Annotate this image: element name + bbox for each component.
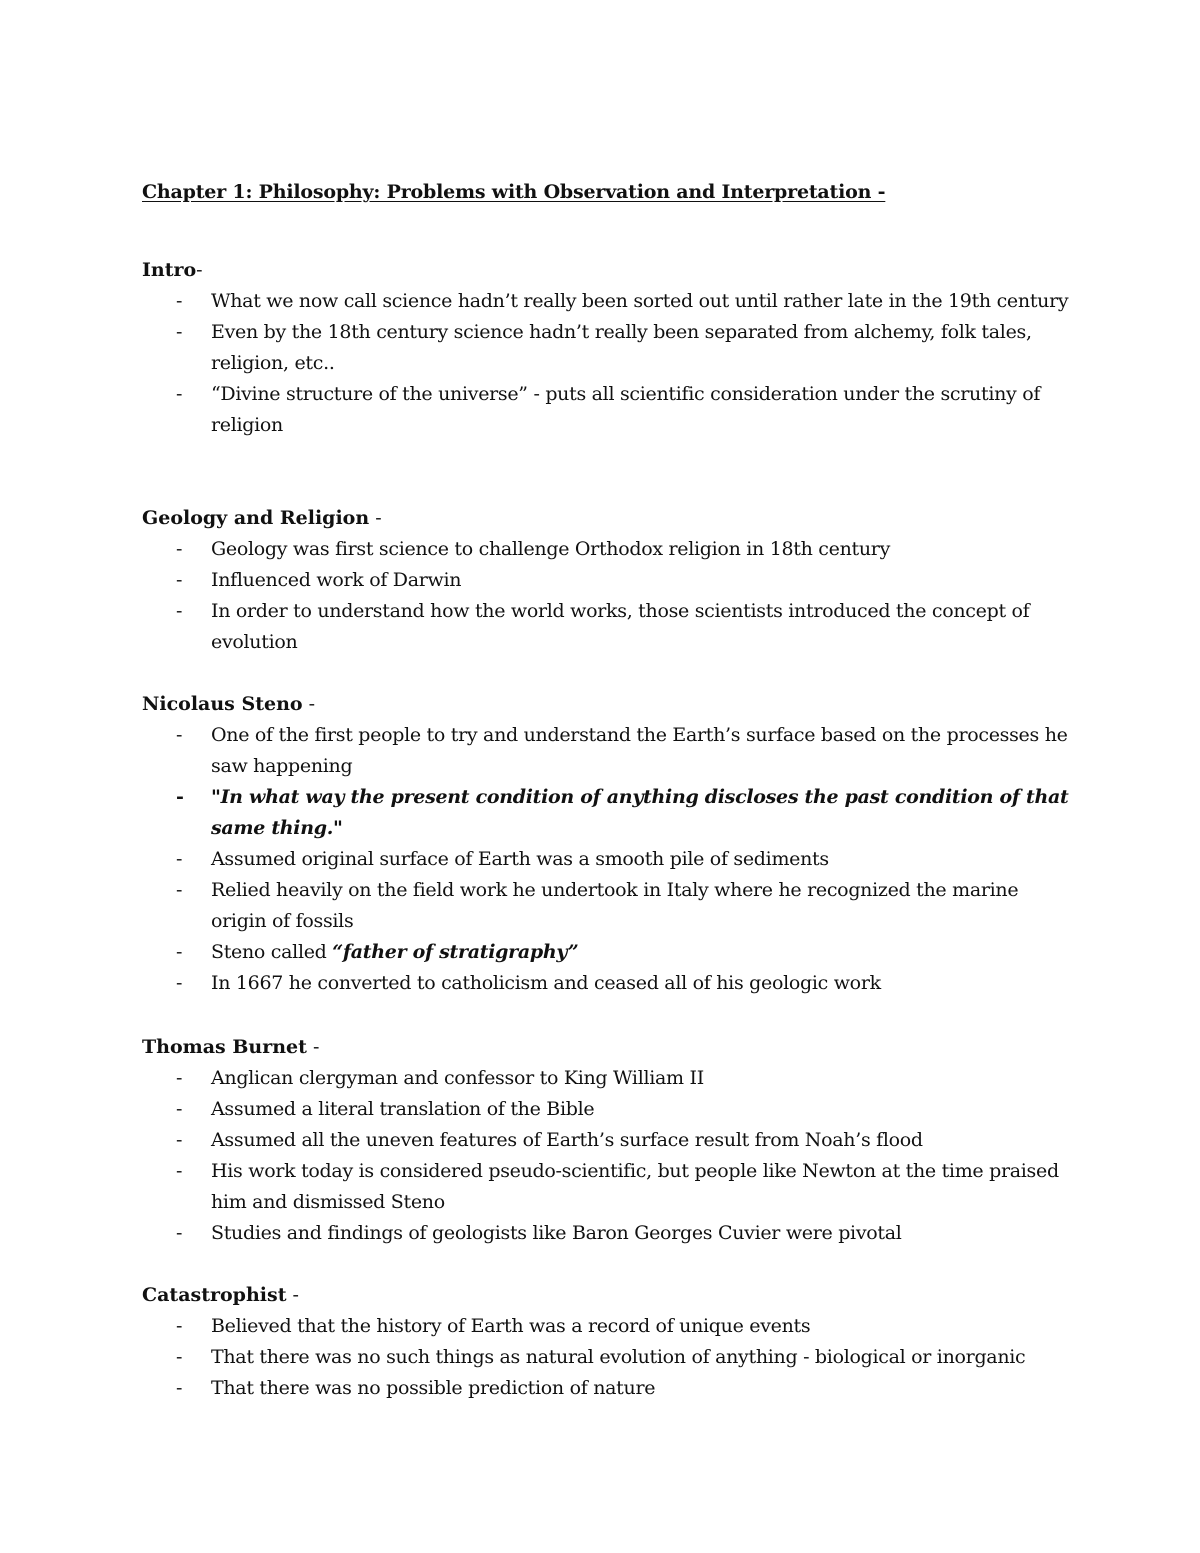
bullet-dash: - [176,321,183,343]
list-item [142,534,1072,565]
bullet-dash: - [176,1346,183,1368]
section-heading-label: Catastrophist [142,1284,287,1306]
list-item [142,379,1072,441]
list-item-text: Assumed original surface of Earth was a smooth pile of sediments [211,848,829,870]
bullet-dash: - [176,972,183,994]
list-item-text: Studies and findings of geologists like Baron Georges Cuvier were pivotal [211,1222,902,1244]
section-heading-label: Geology and Religion [142,507,370,529]
list-item-text: That there was no such things as natural evolution of anything - biological or inorganic [211,1346,1026,1368]
section-heading-suffix: - [302,693,316,715]
list-item [142,1125,1072,1156]
list-item [142,317,1072,379]
list-item-text: Anglican clergyman and confessor to King William II [211,1067,704,1089]
bullet-dash: - [176,724,183,746]
list-item-text: In 1667 he converted to catholicism and ceased all of his geologic work [211,972,881,994]
list-item [142,875,1072,937]
section-heading-label: Nicolaus Steno [142,693,303,715]
section-catastrophist [142,1280,1072,1404]
list-item-text: Geology was first science to challenge Orthodox religion in 18th century [211,538,890,560]
list-item [142,565,1072,596]
list-item [142,1311,1072,1342]
list-item-text: That there was no possible prediction of nature [211,1377,656,1399]
section-nicolaus-steno [142,689,1072,999]
list-item [142,286,1072,317]
list-item-text: Steno called [211,941,333,963]
bullet-dash: - [176,1315,183,1337]
bullet-dash: - [176,600,183,622]
emphasized-phrase: “father of stratigraphy” [332,941,579,963]
bullet-dash: - [176,1067,183,1089]
list-item [142,844,1072,875]
list-item [142,1063,1072,1094]
section-heading-suffix: - [369,507,382,529]
list-item-text: Believed that the history of Earth was a record of unique events [211,1315,811,1337]
bullet-list [142,534,1072,658]
section-heading-suffix: - [286,1284,299,1306]
list-item-text: Influenced work of Darwin [211,569,462,591]
list-item [142,1373,1072,1404]
section-heading [142,1280,1072,1311]
section-heading [142,689,1072,720]
list-item-text: Even by the 18th century science hadn’t really been separated from alchemy, folk tales, religion, etc.. [211,321,1032,374]
bullet-dash: - [176,1377,183,1399]
section-heading [142,255,1072,286]
bullet-list [142,720,1072,999]
list-item [142,1218,1072,1249]
list-item [142,1156,1072,1218]
section-heading-suffix: - [306,1036,320,1058]
list-item-text: What we now call science hadn’t really been sorted out until rather late in the 19th century [211,290,1069,312]
list-item [142,596,1072,658]
section-heading [142,503,1072,534]
bullet-dash: - [176,383,183,405]
list-item [142,937,1072,968]
bullet-dash: - [176,848,183,870]
list-item [142,1342,1072,1373]
bullet-dash: - [176,1129,183,1151]
list-item-text: Relied heavily on the field work he undertook in Italy where he recognized the marine origin of fossils [211,879,1019,932]
section-thomas-burnet [142,1032,1072,1249]
bullet-dash: - [176,879,183,901]
bullet-dash: - [176,569,183,591]
list-item-text: Assumed all the uneven features of Earth’s surface result from Noah’s flood [211,1129,923,1151]
section-heading [142,1032,1072,1063]
list-item-text: “Divine structure of the universe” - puts all scientific consideration under the scrutiny of religion [211,383,1041,436]
bullet-dash: - [176,290,183,312]
section-heading-suffix: - [196,259,203,281]
section-geology-and-religion [142,503,1072,658]
section-heading-label: Thomas Burnet [142,1036,307,1058]
list-item [142,1094,1072,1125]
bullet-list [142,1311,1072,1404]
bullet-dash: - [176,786,184,808]
bullet-list [142,286,1072,441]
quote-list-item [142,782,1072,844]
bullet-dash: - [176,1222,183,1244]
list-item [142,968,1072,999]
list-item-text: In order to understand how the world works, those scientists introduced the concept of evolution [211,600,1030,653]
bullet-dash: - [176,538,183,560]
list-item-text: One of the first people to try and understand the Earth’s surface based on the processes he saw happening [211,724,1068,777]
bullet-dash: - [176,941,183,963]
quote-text: "In what way the present condition of anything discloses the past condition of that same thing." [211,786,1069,839]
bullet-list [142,1063,1072,1249]
section-heading-label: Intro [142,259,197,281]
bullet-dash: - [176,1098,183,1120]
list-item-text: Assumed a literal translation of the Bible [211,1098,595,1120]
bullet-dash: - [176,1160,183,1182]
list-item-text: His work today is considered pseudo-scientific, but people like Newton at the time praised him and dismissed Steno [211,1160,1059,1213]
list-item [142,720,1072,782]
section-intro [142,255,1072,441]
page-title: Chapter 1: Philosophy: Problems with Observation and Interpretation - [142,181,886,203]
